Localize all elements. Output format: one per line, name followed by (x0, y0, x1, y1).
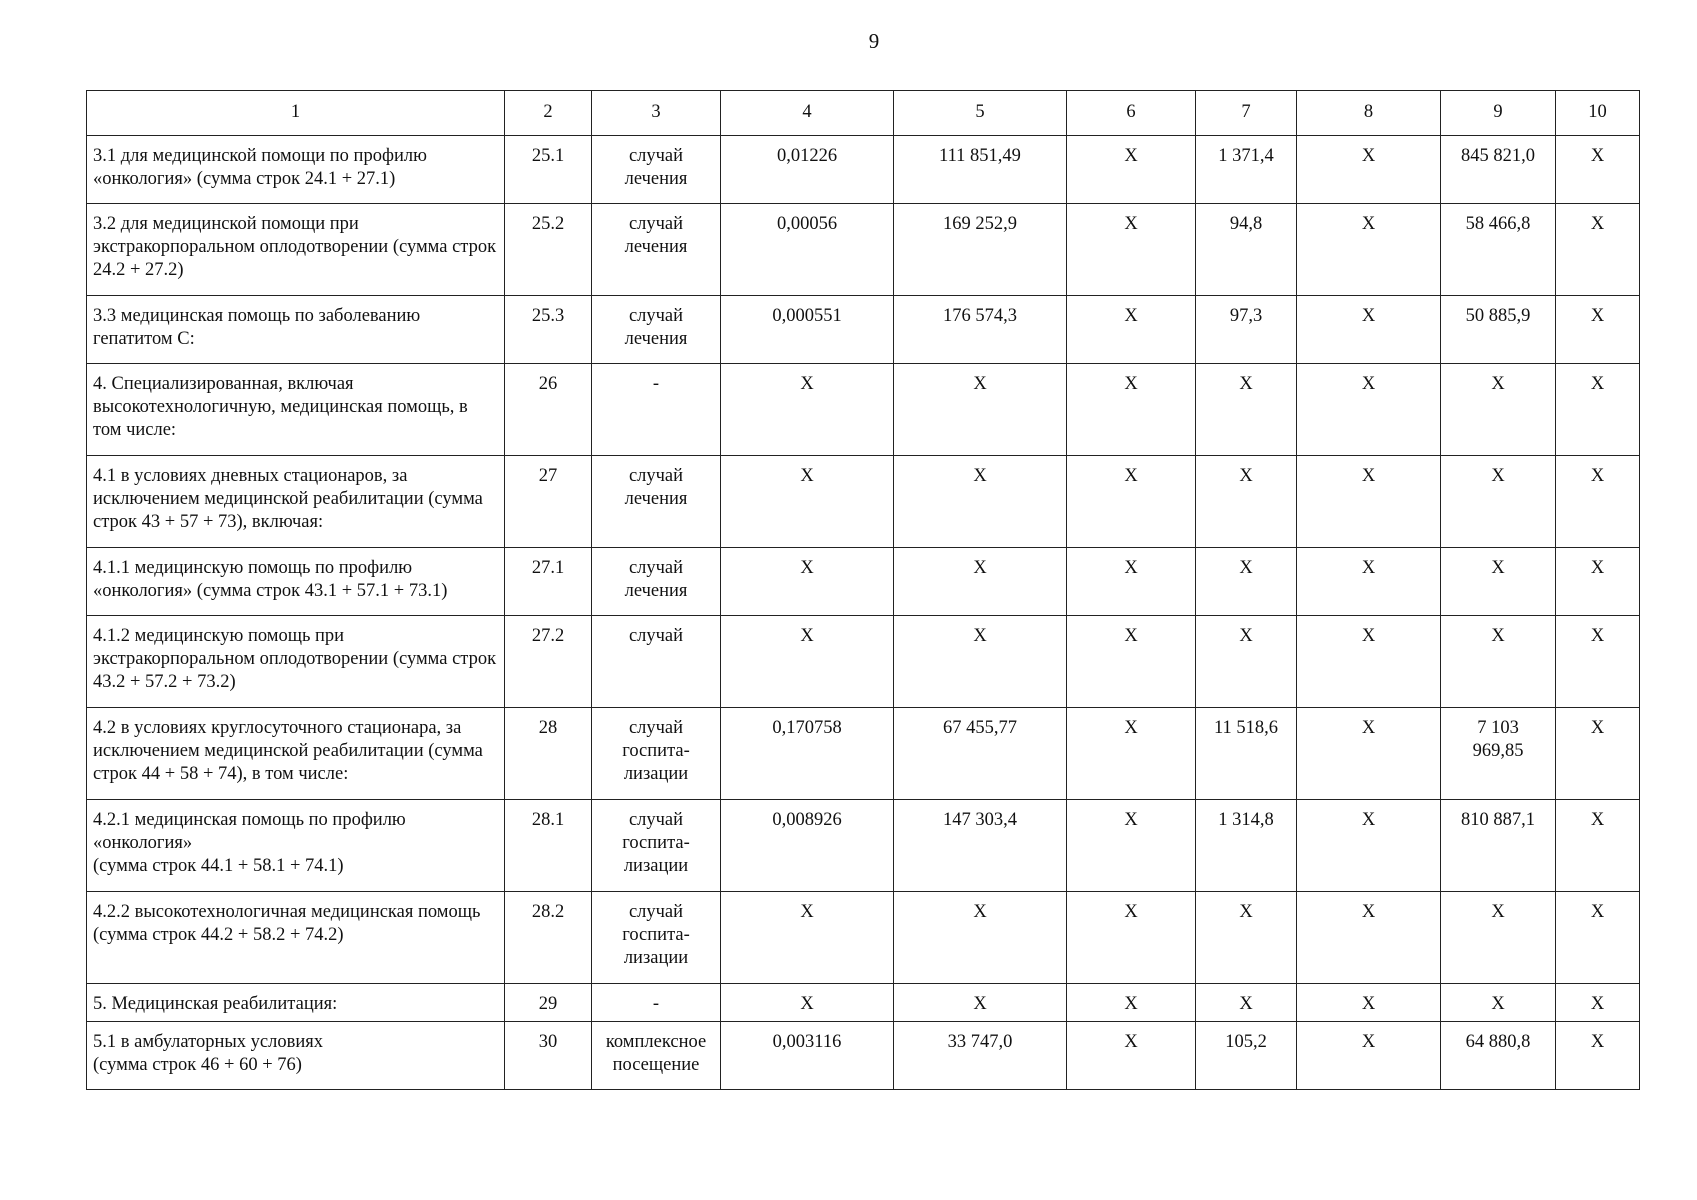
header-cell: 7 (1196, 91, 1297, 136)
col-9-value: 845 821,0 (1441, 136, 1556, 204)
col-10-value: Х (1556, 456, 1640, 548)
col-4-value: 0,003116 (721, 1022, 894, 1090)
row-description: 4.2.2 высокотехнологичная медицинская помощь (сумма строк 44.2 + 58.2 + 74.2) (87, 892, 505, 984)
unit: - (592, 364, 721, 456)
col-9-value: Х (1441, 892, 1556, 984)
col-4-value: 0,000551 (721, 296, 894, 364)
unit: случай лечения (592, 548, 721, 616)
col-10-value: Х (1556, 708, 1640, 800)
col-9-value: Х (1441, 548, 1556, 616)
row-description: 5.1 в амбулаторных условиях (сумма строк 46 + 60 + 76) (87, 1022, 505, 1090)
col-6-value: Х (1067, 708, 1196, 800)
row-number: 26 (505, 364, 592, 456)
row-description: 3.3 медицинская помощь по заболеванию гепатитом С: (87, 296, 505, 364)
table-row (87, 984, 1640, 1022)
col-5-value: Х (894, 364, 1067, 456)
col-5-value: 111 851,49 (894, 136, 1067, 204)
row-number: 25.2 (505, 204, 592, 296)
col-7-value: Х (1196, 892, 1297, 984)
col-7-value: Х (1196, 616, 1297, 708)
col-8-value: Х (1297, 984, 1441, 1022)
unit: случай лечения (592, 456, 721, 548)
data-table (86, 90, 1640, 1090)
col-4-value: 0,008926 (721, 800, 894, 892)
col-7-value: Х (1196, 984, 1297, 1022)
col-10-value: Х (1556, 296, 1640, 364)
header-cell: 9 (1441, 91, 1556, 136)
unit: случай госпита- лизации (592, 892, 721, 984)
col-8-value: Х (1297, 204, 1441, 296)
unit: случай (592, 616, 721, 708)
col-8-value: Х (1297, 708, 1441, 800)
row-number: 25.3 (505, 296, 592, 364)
table-row (87, 204, 1640, 296)
col-8-value: Х (1297, 364, 1441, 456)
col-9-value: Х (1441, 984, 1556, 1022)
table-body (87, 91, 1640, 1090)
col-6-value: Х (1067, 296, 1196, 364)
table-header-row (87, 91, 1640, 136)
row-description: 4.2 в условиях круглосуточного стационара, за исключением медицинской реабилитации (сумма строк 44 + 58 + 74), в том числе: (87, 708, 505, 800)
col-5-value: Х (894, 456, 1067, 548)
col-7-value: Х (1196, 548, 1297, 616)
col-9-value: 58 466,8 (1441, 204, 1556, 296)
col-6-value: Х (1067, 984, 1196, 1022)
col-9-value: 64 880,8 (1441, 1022, 1556, 1090)
col-10-value: Х (1556, 548, 1640, 616)
col-7-value: Х (1196, 364, 1297, 456)
row-number: 28.1 (505, 800, 592, 892)
row-description: 5. Медицинская реабилитация: (87, 984, 505, 1022)
col-4-value: Х (721, 984, 894, 1022)
unit: - (592, 984, 721, 1022)
table-row (87, 296, 1640, 364)
row-number: 27 (505, 456, 592, 548)
header-cell: 1 (87, 91, 505, 136)
header-cell: 5 (894, 91, 1067, 136)
row-description: 3.2 для медицинской помощи при экстракорпоральном оплодотворении (сумма строк 24.2 + 27.2) (87, 204, 505, 296)
col-5-value: 67 455,77 (894, 708, 1067, 800)
header-cell: 10 (1556, 91, 1640, 136)
row-description: 4.2.1 медицинская помощь по профилю «онкология» (сумма строк 44.1 + 58.1 + 74.1) (87, 800, 505, 892)
col-10-value: Х (1556, 616, 1640, 708)
row-number: 27.2 (505, 616, 592, 708)
row-description: 4.1 в условиях дневных стационаров, за исключением медицинской реабилитации (сумма строк 43 + 57 + 73), включая: (87, 456, 505, 548)
col-10-value: Х (1556, 1022, 1640, 1090)
col-5-value: Х (894, 984, 1067, 1022)
row-number: 28.2 (505, 892, 592, 984)
col-7-value: 94,8 (1196, 204, 1297, 296)
row-number: 29 (505, 984, 592, 1022)
col-5-value: 147 303,4 (894, 800, 1067, 892)
table-row (87, 136, 1640, 204)
header-cell: 8 (1297, 91, 1441, 136)
col-10-value: Х (1556, 892, 1640, 984)
col-5-value: 33 747,0 (894, 1022, 1067, 1090)
col-4-value: Х (721, 548, 894, 616)
col-8-value: Х (1297, 616, 1441, 708)
col-6-value: Х (1067, 364, 1196, 456)
unit: случай госпита- лизации (592, 708, 721, 800)
col-7-value: 97,3 (1196, 296, 1297, 364)
row-description: 3.1 для медицинской помощи по профилю «онкология» (сумма строк 24.1 + 27.1) (87, 136, 505, 204)
col-4-value: Х (721, 456, 894, 548)
col-10-value: Х (1556, 204, 1640, 296)
table-row (87, 616, 1640, 708)
col-6-value: Х (1067, 616, 1196, 708)
col-8-value: Х (1297, 136, 1441, 204)
row-description: 4. Специализированная, включая высокотехнологичную, медицинская помощь, в том числе: (87, 364, 505, 456)
col-4-value: Х (721, 892, 894, 984)
col-5-value: 176 574,3 (894, 296, 1067, 364)
col-8-value: Х (1297, 1022, 1441, 1090)
col-7-value: 1 371,4 (1196, 136, 1297, 204)
col-4-value: 0,00056 (721, 204, 894, 296)
unit: случай лечения (592, 136, 721, 204)
col-6-value: Х (1067, 1022, 1196, 1090)
row-description: 4.1.2 медицинскую помощь при экстракорпоральном оплодотворении (сумма строк 43.2 + 57.2 + 73.2) (87, 616, 505, 708)
col-8-value: Х (1297, 296, 1441, 364)
col-9-value: Х (1441, 616, 1556, 708)
col-7-value: 11 518,6 (1196, 708, 1297, 800)
col-10-value: Х (1556, 984, 1640, 1022)
col-8-value: Х (1297, 800, 1441, 892)
col-6-value: Х (1067, 204, 1196, 296)
unit: комплексное посещение (592, 1022, 721, 1090)
col-9-value: 7 103 969,85 (1441, 708, 1556, 800)
col-9-value: 810 887,1 (1441, 800, 1556, 892)
col-8-value: Х (1297, 456, 1441, 548)
col-4-value: 0,170758 (721, 708, 894, 800)
col-5-value: Х (894, 616, 1067, 708)
col-5-value: Х (894, 548, 1067, 616)
header-cell: 2 (505, 91, 592, 136)
col-10-value: Х (1556, 136, 1640, 204)
table-row (87, 708, 1640, 800)
row-number: 28 (505, 708, 592, 800)
col-9-value: 50 885,9 (1441, 296, 1556, 364)
unit: случай госпита- лизации (592, 800, 721, 892)
col-9-value: Х (1441, 456, 1556, 548)
col-6-value: Х (1067, 548, 1196, 616)
header-cell: 6 (1067, 91, 1196, 136)
col-5-value: 169 252,9 (894, 204, 1067, 296)
table-row (87, 456, 1640, 548)
col-4-value: Х (721, 364, 894, 456)
col-5-value: Х (894, 892, 1067, 984)
col-10-value: Х (1556, 364, 1640, 456)
header-cell: 3 (592, 91, 721, 136)
col-8-value: Х (1297, 548, 1441, 616)
row-number: 30 (505, 1022, 592, 1090)
col-4-value: Х (721, 616, 894, 708)
table-row (87, 548, 1640, 616)
col-7-value: Х (1196, 456, 1297, 548)
page-number: 9 (868, 29, 880, 53)
col-8-value: Х (1297, 892, 1441, 984)
unit: случай лечения (592, 204, 721, 296)
col-6-value: Х (1067, 456, 1196, 548)
col-10-value: Х (1556, 800, 1640, 892)
header-cell: 4 (721, 91, 894, 136)
row-number: 25.1 (505, 136, 592, 204)
col-6-value: Х (1067, 136, 1196, 204)
col-9-value: Х (1441, 364, 1556, 456)
table-row (87, 364, 1640, 456)
table-row (87, 1022, 1640, 1090)
col-6-value: Х (1067, 892, 1196, 984)
col-7-value: 105,2 (1196, 1022, 1297, 1090)
unit: случай лечения (592, 296, 721, 364)
col-7-value: 1 314,8 (1196, 800, 1297, 892)
row-description: 4.1.1 медицинскую помощь по профилю «онкология» (сумма строк 43.1 + 57.1 + 73.1) (87, 548, 505, 616)
table-row (87, 892, 1640, 984)
table-row (87, 800, 1640, 892)
col-4-value: 0,01226 (721, 136, 894, 204)
row-number: 27.1 (505, 548, 592, 616)
col-6-value: Х (1067, 800, 1196, 892)
